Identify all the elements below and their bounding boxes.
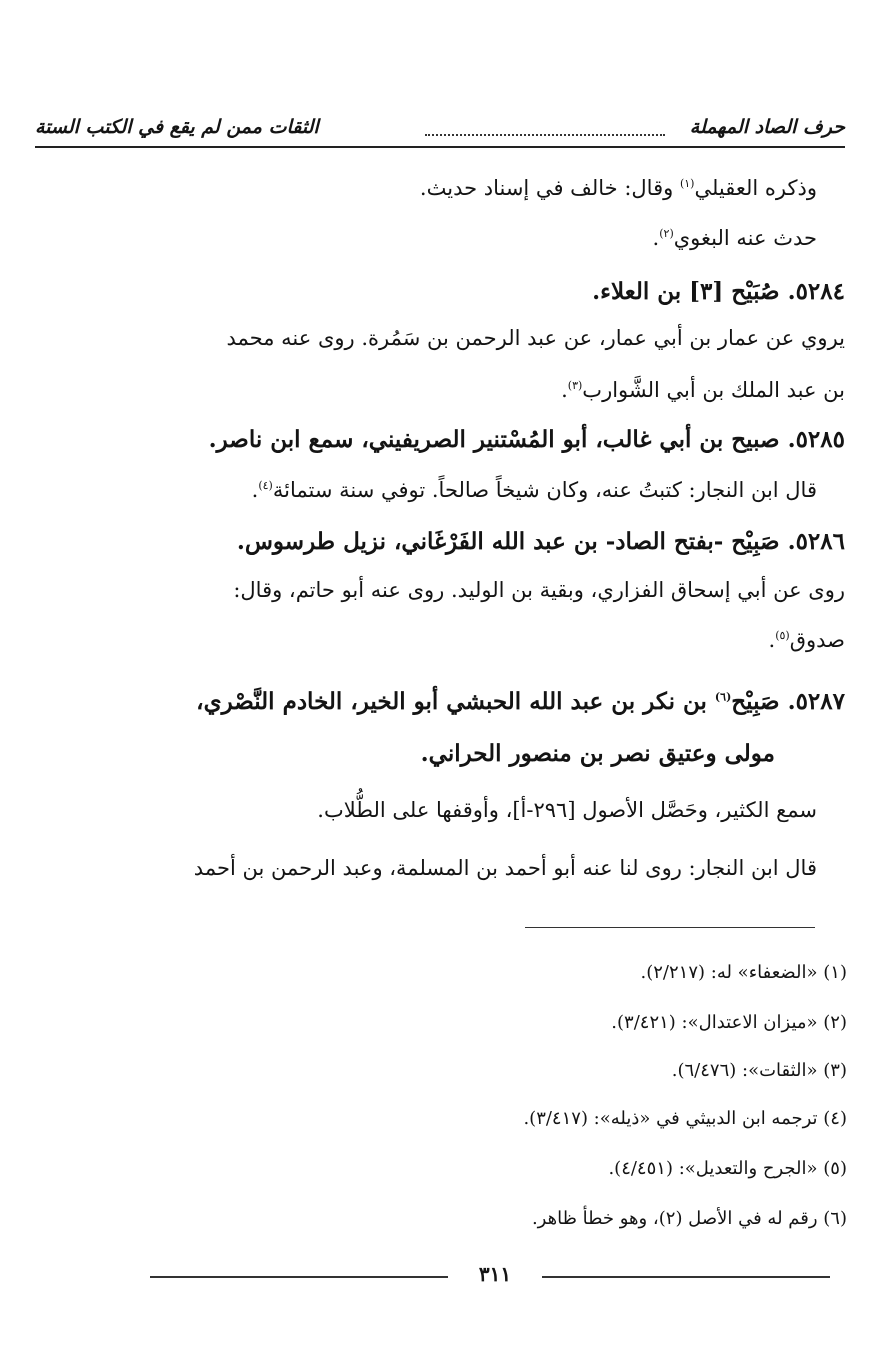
footnote: (٢) «ميزان الاعتدال»: (٣/٤٢١). [611, 1012, 847, 1033]
body-line [420, 176, 817, 200]
entry-heading [196, 688, 845, 715]
footnote-marker: (٤) [258, 479, 273, 492]
text-fragment: قال ابن النجار: روى لنا عنه أبو أحمد بن المسلمة، وعبد الرحمن بن أحمد [193, 856, 817, 880]
body-line [194, 856, 817, 880]
entry-title: مولى وعتيق نصر بن منصور الحراني. [420, 740, 775, 767]
page-number: ٣١١ [448, 1262, 542, 1292]
footnote: (٣) «الثقات»: (٦/٤٧٦). [671, 1060, 847, 1081]
header-chapter-title: حرف الصاد المهملة [689, 116, 845, 138]
body-line [653, 226, 817, 250]
text-fragment: صدوق [789, 628, 845, 652]
footnote: (٦) رقم له في الأصل (٢)، وهو خطأ ظاهر. [531, 1208, 847, 1229]
text-fragment: . [768, 628, 776, 652]
footnote-divider [525, 927, 815, 928]
text-fragment: وقال: خالف في إسناد حديث. [419, 176, 680, 200]
footnote-marker: (٢) [659, 227, 674, 240]
text-fragment: يروي عن عمار بن أبي عمار، عن عبد الرحمن بن سَمُرة. روى عنه محمد [226, 326, 845, 350]
entry-title: بن نكر بن عبد الله الحبشي أبو الخير، الخادم النَّصْري، [196, 688, 715, 715]
entry-title: صُبَيْح [٣] بن العلاء. [592, 278, 780, 305]
text-fragment: قال ابن النجار: كتبتُ عنه، وكان شيخاً صالحاً. توفي سنة ستمائة [272, 478, 817, 502]
body-line [317, 798, 817, 822]
text-fragment: روى عن أبي إسحاق الفزاري، وبقية بن الوليد. روى عنه أبو حاتم، وقال: [233, 578, 845, 602]
text-fragment: حدث عنه البغوي [673, 226, 817, 250]
footnote: (٥) «الجرح والتعديل»: (٤/٤٥١). [608, 1158, 847, 1179]
entry-heading-continuation [421, 740, 775, 767]
footnote-marker: (١) [679, 177, 695, 190]
text-fragment: بن عبد الملك بن أبي الشَّوارب [582, 378, 845, 402]
entry-title: صَبِيْح [731, 688, 780, 715]
entry-number: ٥٢٨٥. [787, 426, 845, 453]
entry-number: ٥٢٨٧. [787, 688, 845, 715]
body-line [233, 578, 845, 602]
body-line [769, 628, 846, 652]
text-fragment: . [652, 226, 660, 250]
footnote-marker: (٣) [567, 379, 583, 392]
body-line [227, 326, 846, 350]
header-book-title: الثقات ممن لم يقع في الكتب الستة [35, 116, 319, 138]
running-header [35, 112, 845, 148]
entry-number: ٥٢٨٤. [787, 278, 845, 305]
footnote-marker: (٦) [714, 690, 732, 704]
footnote: (١) «الضعفاء» له: (٢/٢١٧). [640, 962, 847, 983]
entry-title: صَبِيْح -بفتح الصاد- بن عبد الله الفَرْغَاني، نزيل طرسوس. [236, 528, 780, 555]
header-dot-leader [425, 116, 665, 136]
entry-number: ٥٢٨٦. [787, 528, 845, 555]
text-fragment: . [251, 478, 259, 502]
text-fragment: سمع الكثير، وحَصَّل الأصول [٢٩٦-أ]، وأوقفها على الطُّلاب. [317, 798, 817, 822]
entry-title: صبيح بن أبي غالب، أبو المُسْتنير الصريفيني، سمع ابن ناصر. [208, 426, 780, 453]
entry-heading [209, 426, 845, 453]
body-line [252, 478, 817, 502]
footnote: (٤) ترجمه ابن الدبيثي في «ذيله»: (٣/٤١٧). [523, 1108, 847, 1129]
entry-heading [592, 278, 845, 305]
text-fragment: وذكره العقيلي [694, 176, 817, 200]
entry-heading [237, 528, 845, 555]
text-fragment: . [561, 378, 568, 402]
body-line [561, 378, 845, 402]
footnote-marker: (٥) [775, 629, 790, 642]
